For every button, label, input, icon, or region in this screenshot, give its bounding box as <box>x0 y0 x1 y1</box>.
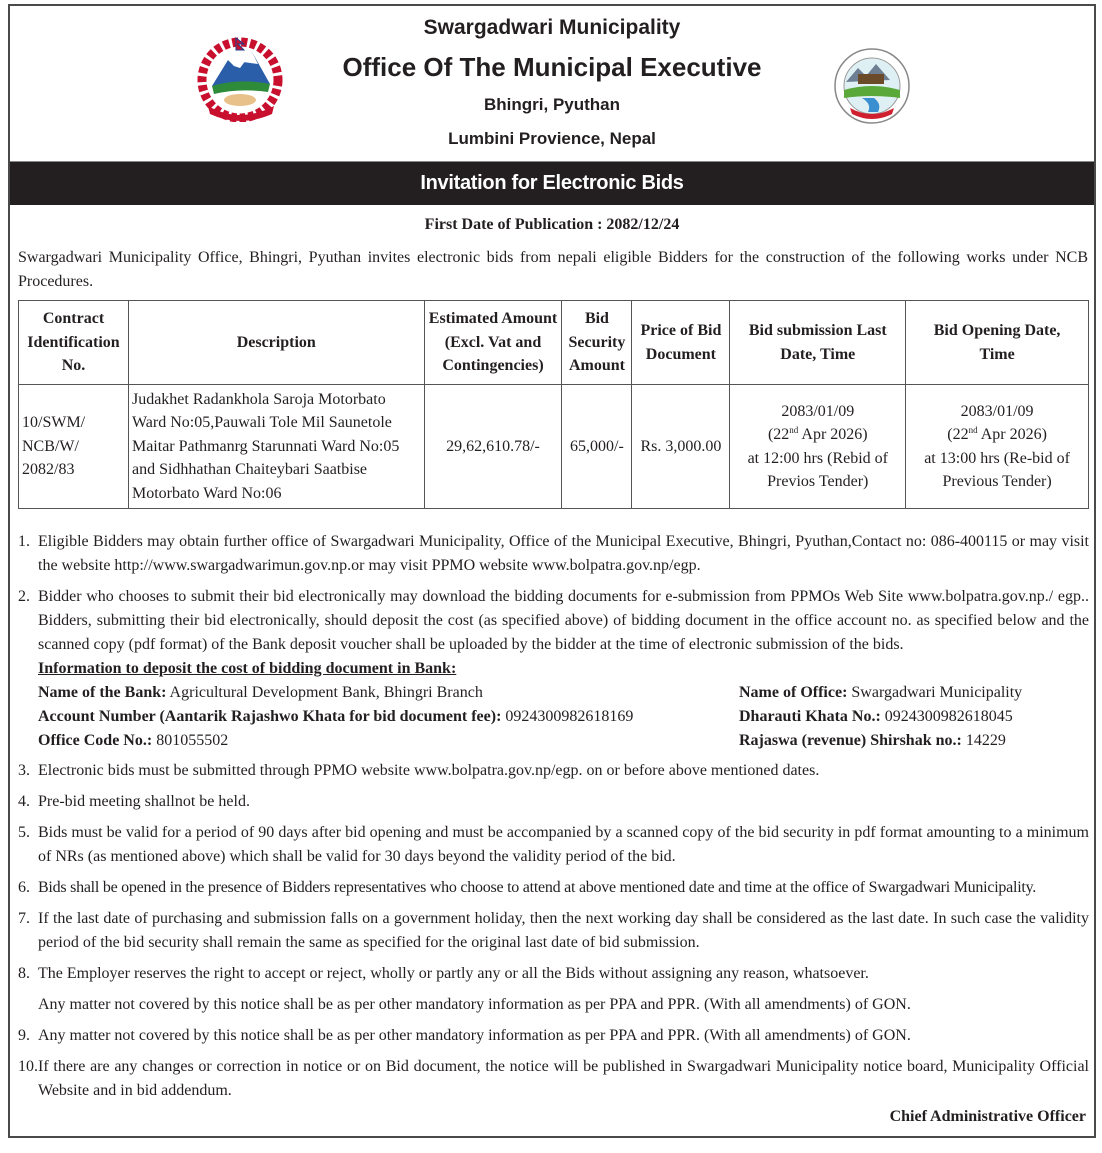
term-item: 7. If the last date of purchasing and submission falls on a government holiday, then the next working day shall be considered as the last date. In such case the validity period of the bid security shall remain the same as specified for the original last date of bid submission. <box>18 910 1089 951</box>
term-item: 10. If there are any changes or correction in notice or on Bid document, the notice will be published in Swargadwari Municipality notice board, Municipality Official Website and in bid addendum. <box>18 1058 1089 1099</box>
office-name: Name of Office: Swargadwari Municipality <box>739 684 1023 701</box>
letterhead <box>10 6 1094 162</box>
cell-bid-security: 65,000/- <box>562 385 632 509</box>
bank-info-heading: Information to deposit the cost of bidding document in Bank: <box>38 660 457 677</box>
term-item: 2. Bidder who chooses to submit their bid electronically may download the bidding documents for e-submission from PPMOs Web Site www.bolpatra.gov.np./ egp.. Bidders, submitting their bid electronically, should deposit the cost (as specified above) of bidding document in the office account no. as specified below and the scanned copy (pdf format) of the Bank deposit voucher shall be uploaded by the bidder at the time of electronic submission of the bids. Information to deposit the cost of bidding document in Bank: Name of the Bank: Agricultural Development Bank, Bhingri Branch Name of Office: Swargadwari Municipality Account Number (Aantarik Rajashwo Khata for bid document fee): 0924300982618169 Dharauti Khata No.: 0924300982618045 Office Code No.: 801055502 Rajaswa (revenue) Shirshak no.: 14229 <box>18 585 1089 753</box>
cell-price: Rs. 3,000.00 <box>632 385 730 509</box>
term-item: 3. Electronic bids must be submitted through PPMO website www.bolpatra.gov.np/egp. on or before above mentioned dates. <box>18 762 820 779</box>
header-contract-id: Contract Identification No. <box>19 301 129 385</box>
account-number: Account Number (Aantarik Rajashwo Khata for bid document fee): 0924300982618169 <box>38 708 634 725</box>
term-item: 6. Bids shall be opened in the presence of Bidders representatives who choose to attend at above mentioned date and time at the office of Swargadwari Municipality. <box>18 879 1037 896</box>
header-submission-date: Bid submission Last Date, Time <box>730 301 906 385</box>
header-price-of-document: Price of Bid Document <box>632 301 730 385</box>
header-description: Description <box>128 301 424 385</box>
rajaswa-shirshak: Rajaswa (revenue) Shirshak no.: 14229 <box>739 732 1006 749</box>
office-province: Lumbini Provience, Nepal <box>448 129 656 148</box>
intro-paragraph: Swargadwari Municipality Office, Bhingri, Pyuthan invites electronic bids from nepali eligible Bidders for the construction of the following works under NCB Procedures. <box>18 249 1088 290</box>
cell-contract-id: 10/SWM/ NCB/W/ 2082/83 <box>19 385 129 509</box>
municipality-name: Swargadwari Municipality <box>423 16 681 39</box>
municipality-logo-icon <box>832 46 912 126</box>
header-opening-date: Bid Opening Date, Time <box>906 301 1089 385</box>
office-location: Bhingri, Pyuthan <box>484 95 620 114</box>
term-item: 1. Eligible Bidders may obtain further office of Swargadwari Municipality, Office of the Municipal Executive, Bhingri, Pyuthan,Contact no: 086-400115 or may visit the website http://www.swargadwarimun.gov.np.or may visit PPMO website www.bolpatra.gov.np/egp. <box>18 533 1089 574</box>
cell-description: Judakhet Radankhola Saroja Motorbato Ward No:05,Pauwali Tole Mil Saunetole Maitar Pathmanrg Starunnati Ward No:05 and Sidhhathan Chaiteybari Saatbise Motorbato Ward No:06 <box>128 385 424 509</box>
table-row <box>19 385 1089 509</box>
terms-list <box>18 530 1089 1110</box>
publication-date-value: 2082/12/24 <box>606 216 680 233</box>
bids-table <box>18 300 1089 509</box>
term-item: 4. Pre-bid meeting shallnot be held. <box>18 793 250 810</box>
office-title: Office Of The Municipal Executive <box>342 52 762 82</box>
header-estimated-amount: Estimated Amount (Excl. Vat and Contingencies) <box>424 301 562 385</box>
term-item: 9. Any matter not covered by this notice shall be as per other mandatory information as per PPA and PPR. (With all amendments) of GON. <box>18 1027 911 1044</box>
term-item-extra: Any matter not covered by this notice shall be as per other mandatory information as per PPA and PPR. (With all amendments) of GON. <box>38 996 911 1013</box>
notice-title-banner: Invitation for Electronic Bids <box>10 162 1094 205</box>
cell-estimated-amount: 29,62,610.78/- <box>424 385 562 509</box>
bank-info <box>38 657 1089 753</box>
term-item: 8. The Employer reserves the right to accept or reject, wholly or partly any or all the Bids without assigning any reason, whatsoever. <box>18 965 869 982</box>
cell-opening-date: 2083/01/09 (22nd Apr 2026) at 13:00 hrs (Re-bid of Previous Tender) <box>906 385 1089 509</box>
dharauti-khata: Dharauti Khata No.: 0924300982618045 <box>739 708 1013 725</box>
term-item: 5. Bids must be valid for a period of 90 days after bid opening and must be accompanied by a scanned copy of the bid security in pdf format amounting to a minimum of NRs (as mentioned above) which shall be valid for 30 days beyond the validity period of the bid. <box>18 824 1089 865</box>
header-bid-security: Bid Security Amount <box>562 301 632 385</box>
cell-submission-date: 2083/01/09 (22nd Apr 2026) at 12:00 hrs (Rebid of Previos Tender) <box>730 385 906 509</box>
office-code: Office Code No.: 801055502 <box>38 732 229 749</box>
notice-frame <box>8 4 1096 1138</box>
bank-name: Name of the Bank: Agricultural Development Bank, Bhingri Branch <box>38 684 483 701</box>
signatory: Chief Administrative Officer <box>889 1108 1086 1125</box>
table-header-row <box>19 301 1089 385</box>
publication-date-label: First Date of Publication : <box>424 216 603 233</box>
publication-date <box>10 216 1094 234</box>
